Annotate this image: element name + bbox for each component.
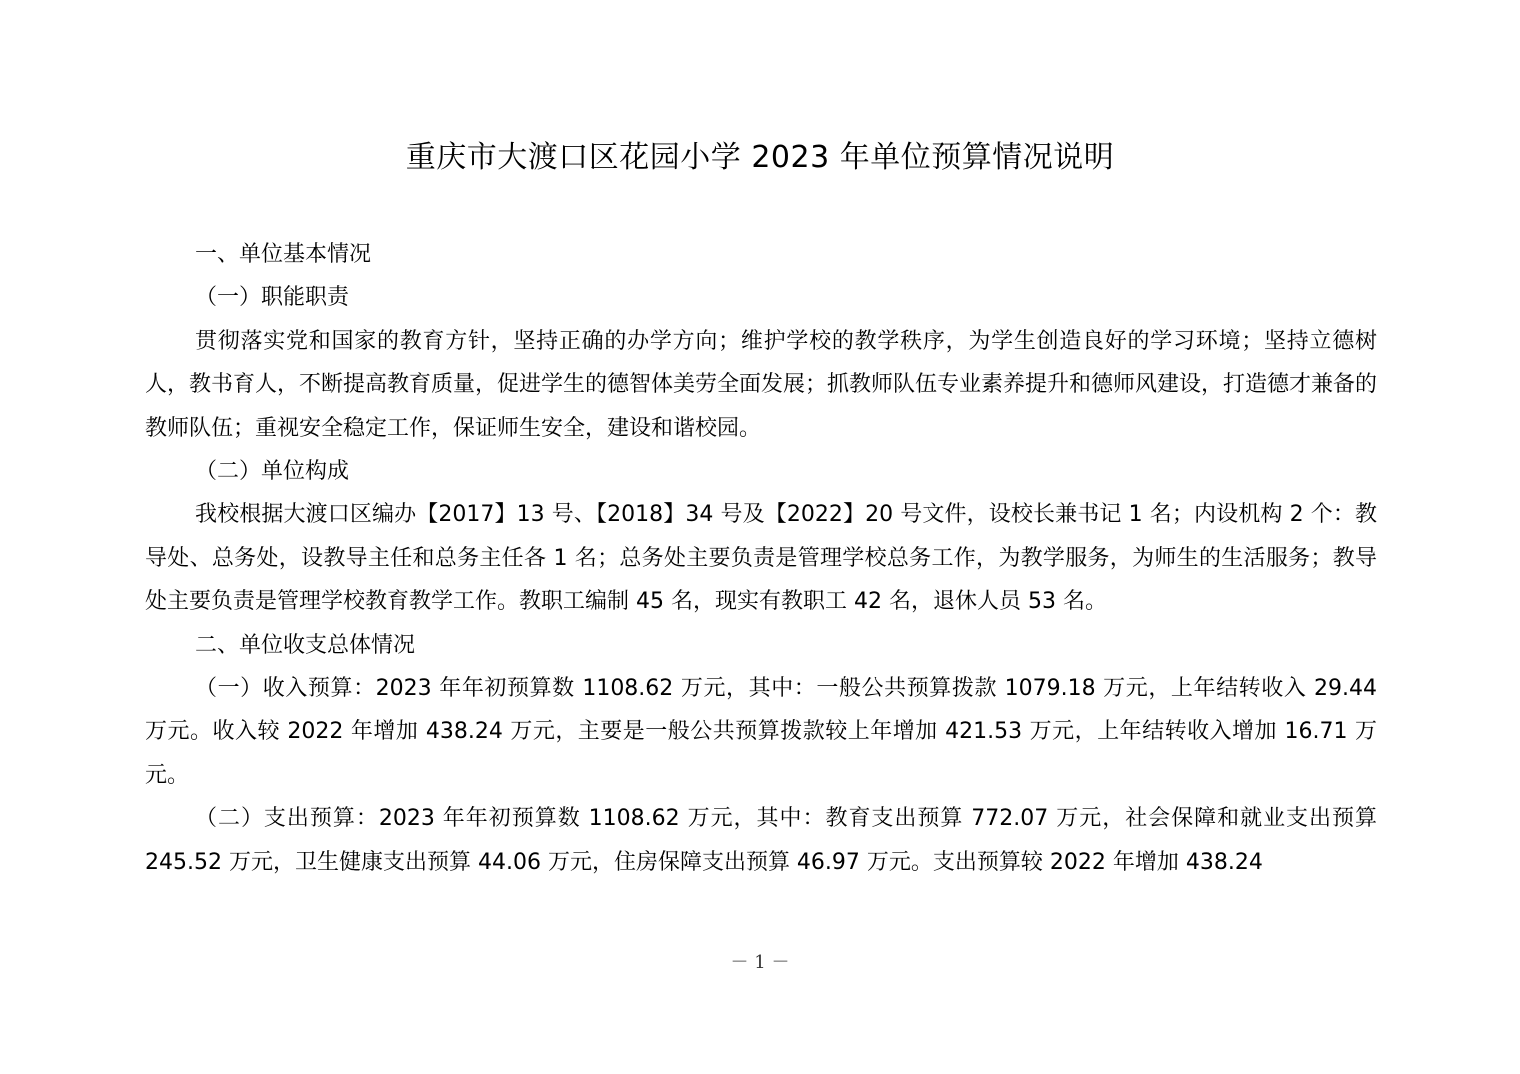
- subheading-functions: （一）职能职责: [195, 285, 350, 311]
- paragraph-functions: 贯彻落实党和国家的教育方针，坚持正确的办学方向；维护学校的教学秩序，为学生创造良好的学习环境；坚持立德树人，教书育人，不断提高教育质量，促进学生的德智体美劳全面发展；抓教师队伍专业素养提升和德师风建设，打造德才兼备的教师队伍；重视安全稳定工作，保证师生安全，建设和谐校园。: [145, 328, 1378, 441]
- document-body: [145, 233, 1377, 884]
- subheading-composition: （二）单位构成: [195, 459, 350, 485]
- paragraph-composition: 我校根据大渡口区编办【2017】13 号、【2018】34 号及【2022】20 号文件，设校长兼书记 1 名；内设机构 2 个：教导处、总务处，设教导主任和总务主任各 1 名；总务处主要负责是管理学校总务工作，为教学服务，为师生的生活服务；教导处主要负责是管理学校教育教学工作。教职工编制 45 名，现实有教职工 42 名，退休人员 53 名。: [145, 502, 1377, 615]
- document-title: 重庆市大渡口区花园小学 2023 年单位预算情况说明: [405, 140, 1115, 175]
- page-number: － 1 －: [730, 952, 790, 973]
- paragraph-income-budget: （一）收入预算：2023 年年初预算数 1108.62 万元，其中：一般公共预算拨款 1079.18 万元，上年结转收入 29.44 万元。收入较 2022 年增加 438.24 万元，主要是一般公共预算拨款较上年增加 421.53 万元，上年结转收入增加 16.71 万元。: [145, 676, 1377, 788]
- paragraph-expenditure-budget: （二）支出预算：2023 年年初预算数 1108.62 万元，其中：教育支出预算 772.07 万元，社会保障和就业支出预算 245.52 万元，卫生健康支出预算 44.06 万元，住房保障支出预算 46.97 万元。支出预算较 2022 年增加 438.24: [145, 806, 1377, 875]
- section-heading-budget: 二、单位收支总体情况: [195, 632, 416, 658]
- section-heading-basic-info: 一、单位基本情况: [195, 242, 372, 267]
